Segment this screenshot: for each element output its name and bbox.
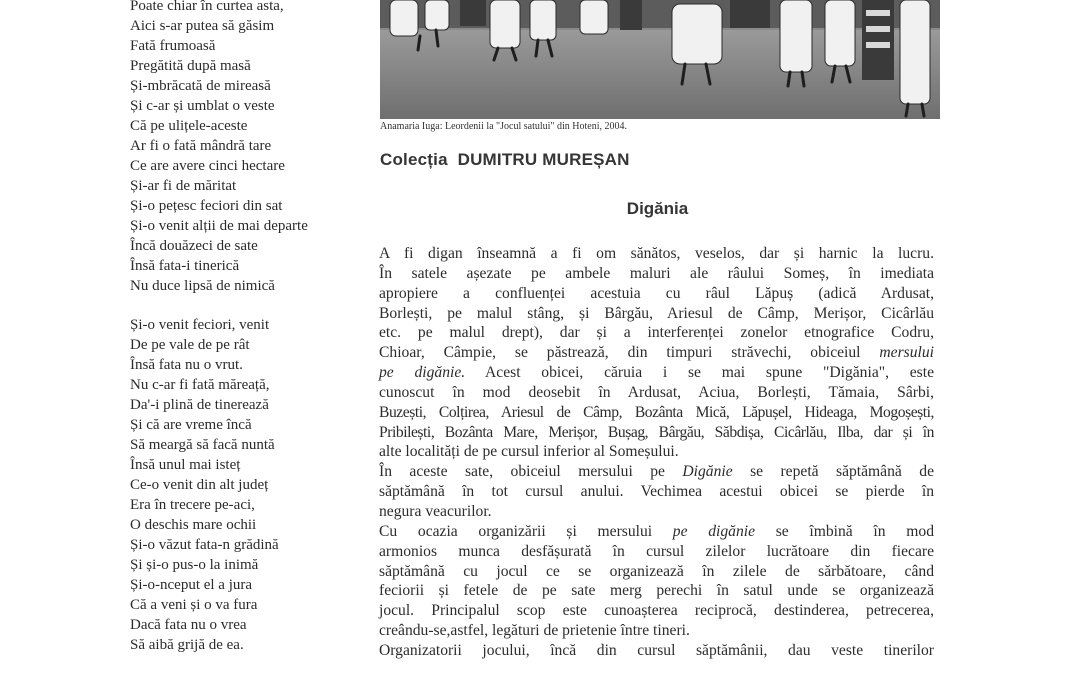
poem-line: Și-mbrăcată de mireasă xyxy=(130,78,271,94)
poem-line: Pregătită după masă xyxy=(130,58,251,74)
italic-term: Digănie xyxy=(682,463,733,481)
poem-stanza-2 xyxy=(130,315,380,655)
text-run: creându-se,astfel, legături de prietenie între tineri. xyxy=(379,622,690,640)
article-line xyxy=(379,284,934,304)
text-run: cunoscut în mod deosebit în Ardusat, Aciua, Borlești, Tămaia, Sârbi, xyxy=(379,383,934,401)
poem-line: Nu c-ar fi fată măreață, xyxy=(130,377,270,393)
poem-line: Însă fata-i tinerică xyxy=(130,258,240,274)
text-run: Buzești, Colțirea, Ariesul de Câmp, Bozânta Mică, Lăpușel, Hideaga, Mogoșești, xyxy=(379,403,934,421)
poem-line: De pe vale de pe rât xyxy=(130,337,250,353)
text-run: Acest obicei, căruia i se mai spune "Digănia", este xyxy=(465,364,934,382)
text-run: săptămână cu jocul ce se organizează în zilele de sărbătoare, când xyxy=(379,562,934,580)
text-run: etc. pe malul drept), dar și a interferenței zonelor etnografice Codru, xyxy=(379,324,934,342)
collection-label: Colecția xyxy=(380,150,448,169)
article-body xyxy=(379,244,934,661)
italic-term: mersului xyxy=(879,344,934,362)
article-line xyxy=(379,423,934,443)
poem-line: Ce-o venit din alt județ xyxy=(130,477,269,493)
poem-line: Încă douăzeci de sate xyxy=(130,238,258,254)
poem-line: Și-o venit feciori, venit xyxy=(130,317,270,333)
text-run: săptămână în tot cursul anului. Vechimea acestui obicei se pierde în xyxy=(379,483,934,501)
poem-line: Poate chiar în curtea asta, xyxy=(130,0,284,14)
text-run: Chioar, Câmpie, se păstrează, din timpuri străvechi, obiceiul xyxy=(379,344,880,362)
text-run: În aceste sate, obiceiul mersului pe xyxy=(379,463,683,481)
article-line xyxy=(379,304,934,324)
text-run: alte localități de pe cursul inferior al Someșului. xyxy=(379,443,679,461)
collection-heading xyxy=(380,150,630,170)
poem-line: Fată frumoasă xyxy=(130,38,216,54)
text-run: Borlești, pe malul stâng, și Bârgău, Ariesul de Câmp, Merișor, Cicârlău xyxy=(379,304,934,322)
article-line xyxy=(379,442,934,462)
article-line xyxy=(379,482,934,502)
article-line xyxy=(379,462,934,482)
article-line xyxy=(379,641,934,661)
poem-line: Și-o-nceput el a jura xyxy=(130,577,253,593)
article-line xyxy=(379,383,934,403)
stanza-gap xyxy=(130,296,380,315)
poem-stanza-1 xyxy=(130,0,380,296)
italic-term: pe digănie xyxy=(672,522,755,540)
poem-line: Aici s-ar putea să găsim xyxy=(130,18,275,34)
poem-line: Și-o venit alții de mai departe xyxy=(130,218,308,234)
poem-column xyxy=(130,0,380,655)
article-line xyxy=(379,264,934,284)
text-run: se îmbină în mod xyxy=(755,522,934,540)
article-line xyxy=(379,403,934,423)
poem-line: Însă unul mai isteț xyxy=(130,457,241,473)
folk-dance-photo-image xyxy=(380,0,940,119)
poem-line: Și și-o pus-o la inimă xyxy=(130,557,259,573)
article-title: Digănia xyxy=(626,199,689,218)
photo-caption: Anamaria Iuga: Leordenii la "Jocul satului" din Hoteni, 2004. xyxy=(380,121,627,132)
text-run: apropiere a confluenței acestuia cu râul Lăpuș (adică Ardusat, xyxy=(379,284,934,302)
poem-line: Ar fi o fată mândră tare xyxy=(130,138,272,154)
poem-line: Nu duce lipsă de nimică xyxy=(130,278,275,294)
article-line xyxy=(379,244,934,264)
text-run: Cu ocazia organizării și mersului xyxy=(379,522,673,540)
text-run: jocul. Principalul scop este cunoașterea reciprocă, destinderea, petrecerea, xyxy=(379,602,934,620)
text-run: feciorii și fetele de pe sate merg perechi în satul unde se organizează xyxy=(379,582,934,600)
poem-line: Că a veni și o va fura xyxy=(130,597,258,613)
poem-line: Dacă fata nu o vrea xyxy=(130,617,247,633)
poem-line: Să meargă să facă nuntă xyxy=(130,437,275,453)
text-run: negura veacurilor. xyxy=(379,502,492,520)
text-run: Organizatorii jocului, încă din cursul săptămânii, dau veste tinerilor xyxy=(379,641,934,659)
article-line xyxy=(379,323,934,343)
article-line xyxy=(379,363,934,383)
poem-line: Și că are vreme încă xyxy=(130,417,252,433)
poem-line: Era în trecere pe-aci, xyxy=(130,497,255,513)
poem-line: Și c-ar și umblat o veste xyxy=(130,98,275,114)
poem-line: Însă fata nu o vrut. xyxy=(130,357,243,373)
text-run: armonios munca desfășurată în cursul zilelor lucrătoare din fiecare xyxy=(379,542,934,560)
collection-name: DUMITRU MUREȘAN xyxy=(457,150,630,169)
article-line xyxy=(379,522,934,542)
poem-line: O deschis mare ochii xyxy=(130,517,257,533)
poem-line: Că pe ulițele-aceste xyxy=(130,118,248,134)
poem-line: Și-ar fi de măritat xyxy=(130,178,237,194)
article-line xyxy=(379,343,934,363)
text-run: Pribilești, Bozânta Mare, Merișor, Bușag, Bârgău, Săbdișa, Cicârlău, Ilba, dar și în xyxy=(379,423,934,441)
article-line xyxy=(379,502,934,522)
poem-line: Și-o văzut fata-n grădină xyxy=(130,537,279,553)
poem-line: Da'-i plină de tinerează xyxy=(130,397,269,413)
folk-dance-photo xyxy=(380,0,940,119)
poem-line: Ce are avere cinci hectare xyxy=(130,158,285,174)
poem-line: Să aibă grijă de ea. xyxy=(130,637,244,653)
text-run: În satele așezate pe ambele maluri ale râului Someș, în imediata xyxy=(379,264,934,282)
article-line xyxy=(379,562,934,582)
article-line xyxy=(379,601,934,621)
article-line xyxy=(379,621,934,641)
poem-line: Și-o pețesc feciori din sat xyxy=(130,198,283,214)
article-line xyxy=(379,581,934,601)
italic-term: pe digănie. xyxy=(379,364,466,382)
text-run: se repetă săptămână de xyxy=(732,463,934,481)
text-run: A fi digan înseamnă a fi om sănătos, veselos, dar și harnic la lucru. xyxy=(379,245,934,262)
article-line xyxy=(379,542,934,562)
